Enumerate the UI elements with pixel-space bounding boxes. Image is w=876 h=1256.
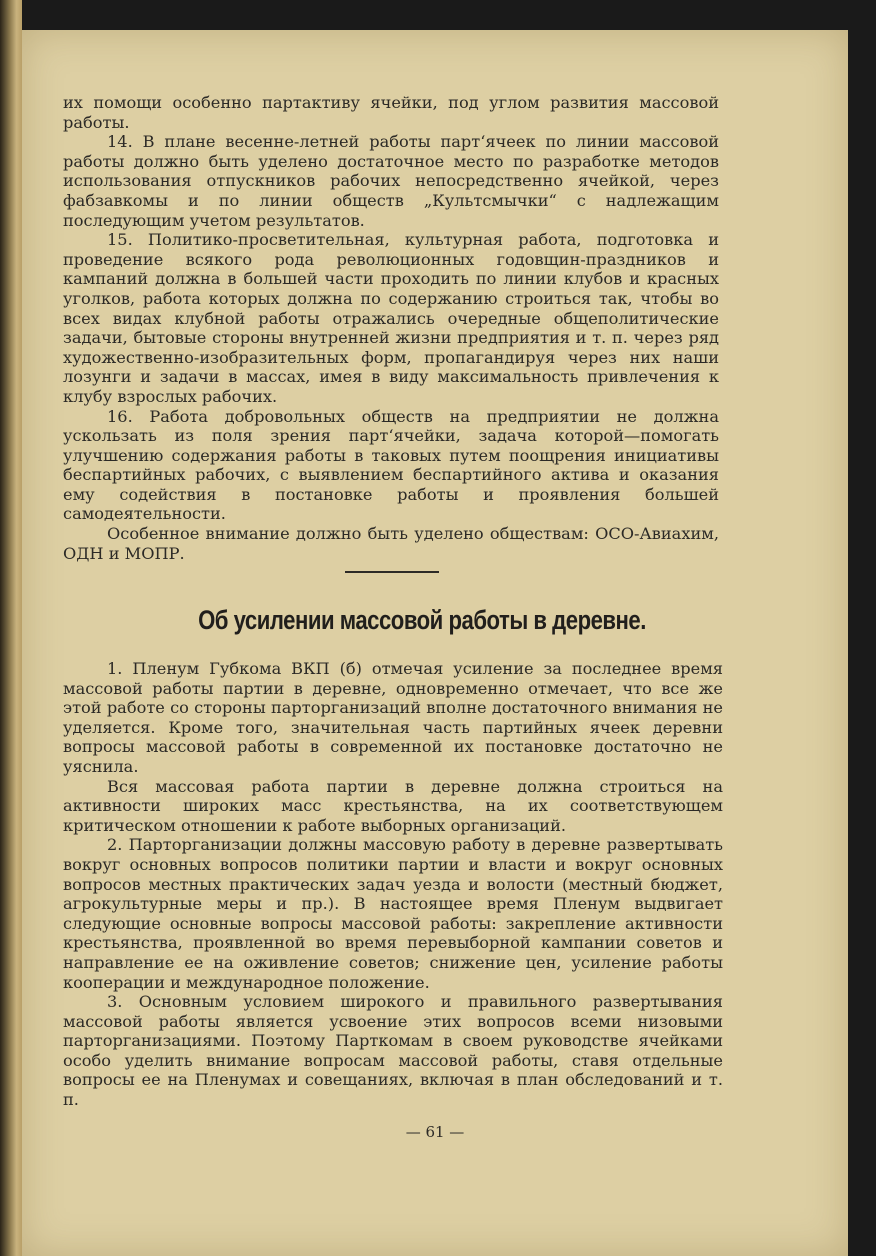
paragraph-14: 14. В плане весенне-летней работы парт‘ячеек по линии массовой работы должно быть уделено достаточное место по разработке методов использования отпускников рабочих непосредственно ячейкой, через фабзавкомы и по линии обществ „Культсмычки“ с надлежащим последующим учетом результатов. xyxy=(63,132,719,230)
section-heading: Об усилении массовой работы в деревне. xyxy=(198,605,646,635)
paragraph-1: 1. Пленум Губкома ВКП (б) отмечая усиление за последнее время массовой работы партии в деревне, одновременно отмечает, что все же этой работе со стороны парторганизаций вполне достаточного внимания не уделяется. Кроме того, значительная часть партийных ячеек деревни вопросы массовой работы в современной их постановке достаточно не уяснила. xyxy=(63,659,723,776)
paragraph-continuation: их помощи особенно партактиву ячейки, под углом развития массовой работы. xyxy=(63,93,719,132)
paragraph-mass-work: Вся массовая работа партии в деревне должна строиться на активности широких масс крестьянства, на их соответствующем критическом отношении к работе выборных организаций. xyxy=(63,776,723,835)
paragraph-15: 15. Политико-просветительная, культурная работа, подготовка и проведение всякого рода революционных годовщин-праздников и кампаний должна в большей части проходить по линии клубов и красных уголков, работа которых должна по содержанию строиться так, чтобы во всех видах клубной работы отражались очередные общеполитические задачи, бытовые стороны внутренней жизни предприятия и т. п. через ряд художественно-изобразительных форм, пропагандируя через них наши лозунги и задачи в массах, имея в виду максимальность привлечения к клубу взрослых рабочих. xyxy=(63,230,719,406)
paragraph-2: 2. Парторганизации должны массовую работу в деревне развертывать вокруг основных вопросов политики партии и власти и вокруг основных вопросов местных практических задач уезда и волости (местный бюджет, агрокультурные меры и пр.). В настоящее время Пленум выдвигает следующие основные вопросы массовой работы: закрепление активности крестьянства, проявленной во время перевыборной кампании советов и направление ее на оживление советов; снижение цен, усиление работы кооперации и международное положение. xyxy=(63,835,723,992)
book-spine-edge xyxy=(0,0,22,1256)
section-divider xyxy=(345,571,439,573)
page-number: — 61 — xyxy=(405,1123,465,1141)
book-page xyxy=(22,30,848,1256)
section-1-text xyxy=(63,93,719,563)
paragraph-special-attention: Особенное внимание должно быть уделено обществам: ОСО-Авиахим, ОДН и МОПР. xyxy=(63,524,719,563)
section-2-text xyxy=(63,659,723,1110)
paragraph-16: 16. Работа добровольных обществ на предприятии не должна ускользать из поля зрения парт‘ячейки, задача которой—помогать улучшению содержания работы в таковых путем поощрения инициативы беспартийных рабочих, с выявлением беспартийного актива и оказания ему содействия в постановке работы и проявления большей самодеятельности. xyxy=(63,406,719,524)
paragraph-3: 3. Основным условием широкого и правильного развертывания массовой работы является усвоение этих вопросов всеми низовыми парторганизациями. Поэтому Парткомам в своем руководстве ячейками особо уделить внимание вопросам массовой работы, ставя отдельные вопросы ее на Пленумах и совещаниях, включая в план обследований и т. п. xyxy=(63,992,723,1110)
